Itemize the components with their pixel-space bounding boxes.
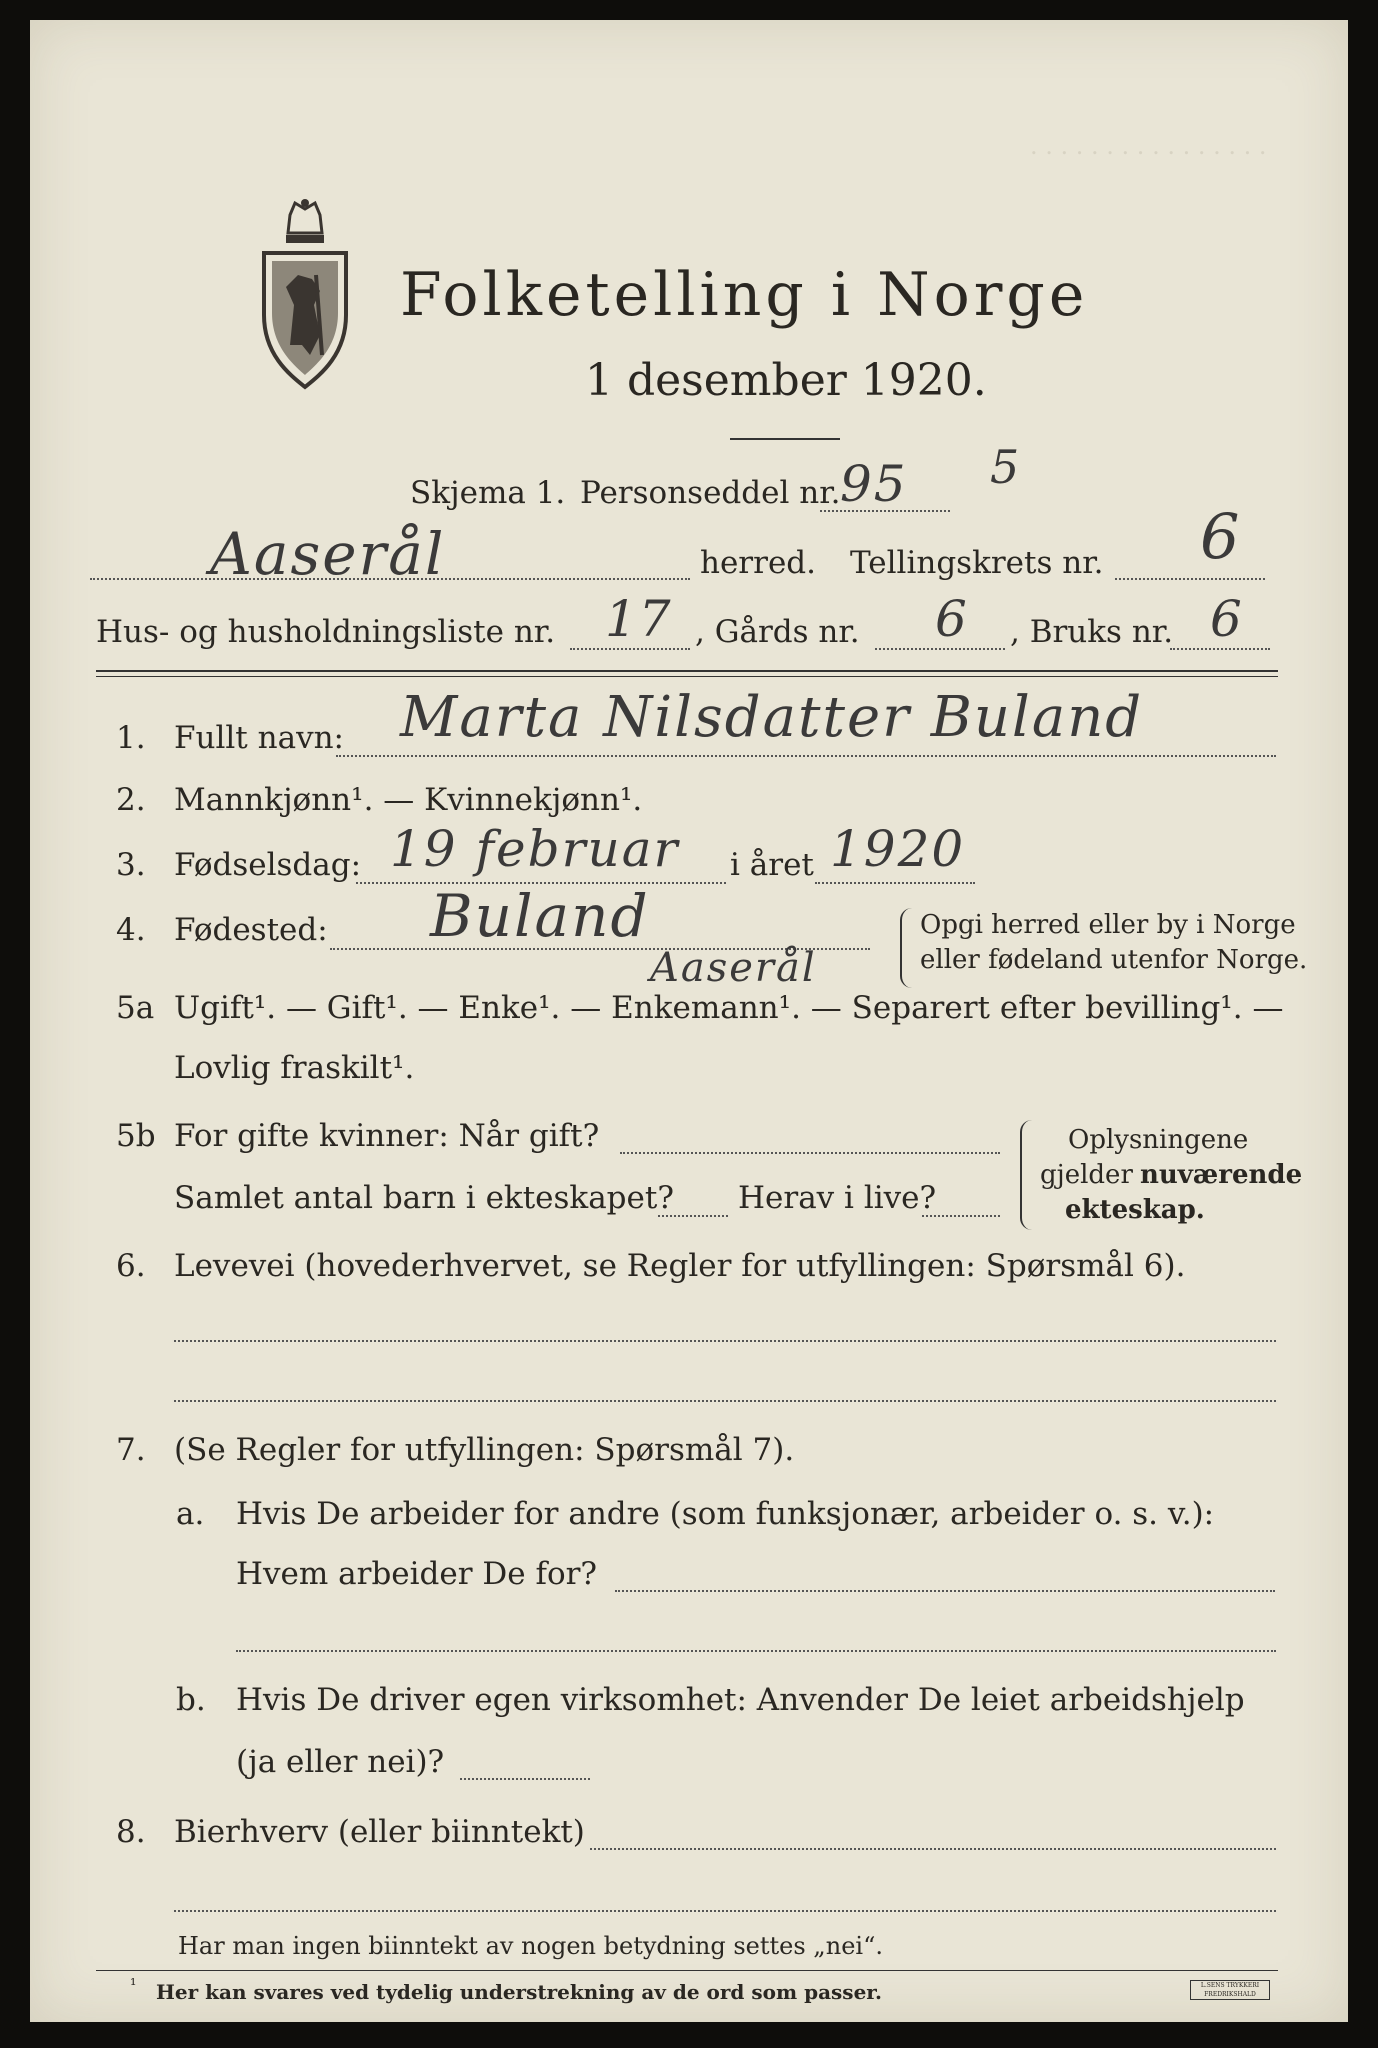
title-rule	[730, 438, 840, 440]
q5b-children-label: Samlet antal barn i ekteskapet?	[174, 1180, 674, 1216]
q4-note-line2: eller fødeland utenfor Norge.	[920, 945, 1308, 975]
coat-of-arms-icon	[250, 195, 360, 395]
q4-birthplace-value: Buland	[430, 882, 650, 950]
q5a-number: 5a	[116, 990, 155, 1026]
bleed-through-text: . . . . . . . . . . . . . . . .	[1030, 132, 1267, 160]
q5b-brace	[1020, 1120, 1034, 1230]
q1-line	[336, 755, 1276, 757]
q7a-answer-line-1	[615, 1590, 1275, 1592]
q3-birthday-value: 19 februar	[390, 820, 680, 878]
q8-number: 8.	[116, 1814, 146, 1850]
q2-gender-options: Mannkjønn¹. — Kvinnekjønn¹.	[174, 782, 643, 818]
q7-label: (Se Regler for utfyllingen: Spørsmål 7).	[174, 1432, 795, 1468]
q3-number: 3.	[116, 847, 146, 883]
footer-rule	[96, 1970, 1278, 1971]
printer-stamp: L.SENS TRYKKERI FREDRIKSHALD	[1190, 1980, 1270, 2000]
footnote-text: Her kan svares ved tydelig understrekning av de ord som passer.	[156, 1980, 882, 2004]
q5b-alive-line	[922, 1215, 1000, 1217]
herred-value: Aaserål	[210, 520, 446, 588]
q7b-line1: Hvis De driver egen virksomhet: Anvender De leiet arbeidshjelp	[236, 1682, 1245, 1718]
q4-birthplace-value2: Aaserål	[650, 945, 817, 991]
q2-number: 2.	[116, 782, 146, 818]
q7b-answer-line	[460, 1778, 590, 1780]
q6-label: Levevei (hovederhvervet, se Regler for utfyllingen: Spørsmål 6).	[174, 1248, 1186, 1284]
q6-line-1	[174, 1340, 1276, 1342]
footnote-mark: ¹	[130, 1975, 137, 1994]
q7a-line2: Hvem arbeider De for?	[236, 1556, 598, 1592]
bruks-label: , Bruks nr.	[1010, 614, 1174, 650]
header-rule-bottom	[96, 676, 1278, 677]
census-date: 1 desember 1920.	[585, 355, 987, 406]
q3-label: Fødselsdag:	[174, 847, 362, 883]
personseddel-value: 95	[840, 455, 908, 513]
q5b-number: 5b	[116, 1118, 156, 1154]
tellingskrets-value: 6	[1200, 500, 1242, 573]
biinntekt-note: Har man ingen biinntekt av nogen betydning settes „nei“.	[178, 1932, 883, 1960]
q8-answer-line-2	[174, 1910, 1276, 1912]
hus-line	[570, 648, 690, 650]
q8-label: Bierhverv (eller biinntekt)	[174, 1814, 585, 1850]
q1-full-name-value: Marta Nilsdatter Buland	[400, 685, 1144, 750]
q3-year-value: 1920	[830, 820, 966, 878]
q7a-letter: a.	[176, 1496, 205, 1532]
q5a-status-options-2: Lovlig fraskilt¹.	[174, 1050, 415, 1086]
q5b-note-line1: Oplysningene	[1068, 1125, 1249, 1155]
hus-value: 17	[605, 590, 673, 648]
tellingskrets-label: Tellingskrets nr.	[850, 545, 1104, 581]
q5b-note-line3: ekteskap.	[1065, 1195, 1205, 1225]
q6-line-2	[174, 1400, 1276, 1402]
q3-year-line	[815, 882, 975, 884]
q7b-line2: (ja eller nei)?	[236, 1744, 445, 1780]
q5b-note-line2b: nuværende	[1140, 1160, 1303, 1190]
bruks-value: 6	[1210, 590, 1244, 648]
q5a-status-options: Ugift¹. — Gift¹. — Enke¹. — Enkemann¹. — Separert efter bevilling¹. —	[174, 990, 1284, 1026]
bruks-line	[1170, 648, 1270, 650]
q7-number: 7.	[116, 1432, 146, 1468]
gards-value: 6	[935, 590, 969, 648]
skjema-label: Skjema 1.	[410, 475, 566, 511]
q5b-married-when-line	[620, 1152, 1000, 1154]
q7a-line1: Hvis De arbeider for andre (som funksjonær, arbeider o. s. v.):	[236, 1496, 1215, 1532]
q1-number: 1.	[116, 720, 146, 756]
q3-year-label: i året	[730, 847, 814, 883]
q8-answer-line-1	[590, 1848, 1276, 1850]
q5b-married-when-label: For gifte kvinner: Når gift?	[174, 1118, 600, 1154]
q4-label: Fødested:	[174, 912, 328, 948]
personseddel-label: Personseddel nr.	[580, 475, 841, 511]
q7a-answer-line-2	[236, 1650, 1276, 1652]
header-rule-top	[96, 670, 1278, 672]
hus-label: Hus- og husholdningsliste nr.	[96, 614, 556, 650]
gards-label: , Gårds nr.	[695, 614, 860, 650]
q7b-letter: b.	[176, 1682, 206, 1718]
q4-note-line1: Opgi herred eller by i Norge	[920, 910, 1296, 940]
q5b-note-line2a: gjelder	[1040, 1160, 1133, 1190]
q5b-children-line	[658, 1215, 728, 1217]
q4-brace	[900, 908, 914, 988]
q4-number: 4.	[116, 912, 146, 948]
census-form-sheet	[30, 20, 1348, 2022]
q6-number: 6.	[116, 1248, 146, 1284]
gards-line	[875, 648, 1005, 650]
herred-label: herred.	[700, 545, 816, 581]
page-title: Folketelling i Norge	[400, 260, 1089, 330]
q1-label: Fullt navn:	[174, 720, 344, 756]
q5b-alive-label: Herav i live?	[738, 1180, 937, 1216]
personseddel-extra: 5	[990, 440, 1022, 494]
tellingskrets-line	[1115, 578, 1265, 580]
